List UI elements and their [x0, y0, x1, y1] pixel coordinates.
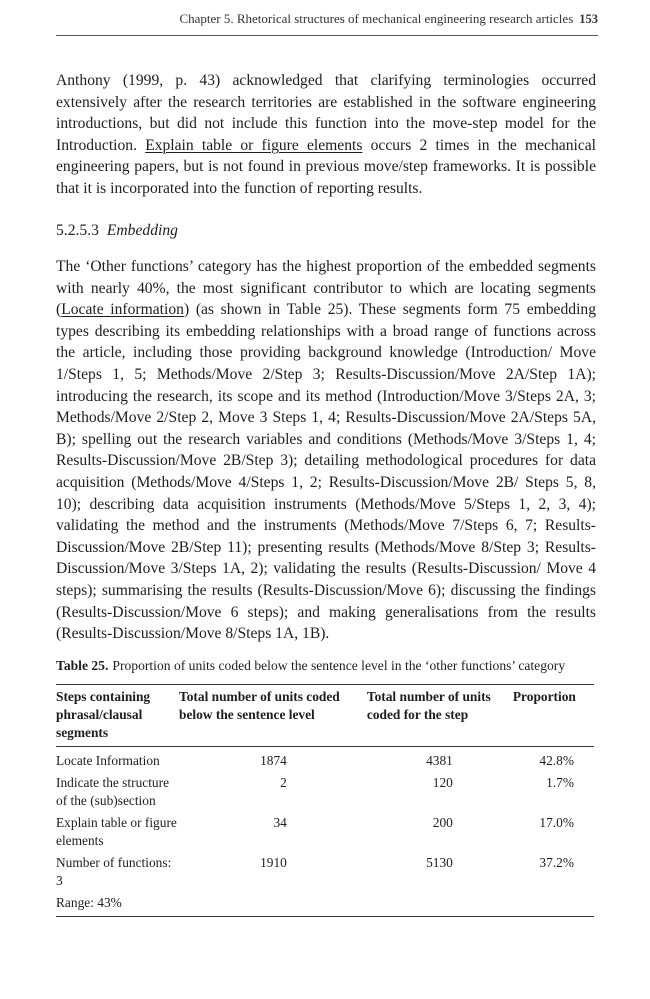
- paragraph-2-text-b: ) (as shown in Table 25). These segments form 75 embedding types describing its embedding relationships with a broad range of functions across the article, including those providing background knowledge (Introduction/ Move 1/Steps 1, 5; Methods/Move 2/Step 3; Results-Discussion/Move 2A/Step 1A); introducing the research, its scope and its method (Introduction/Move 3/Steps 2A, 3; Methods/Move 2/Step 2, Move 3 Steps 1, 4; Results-Discussion/Move 2A/Steps 5A, B); spelling out the research variables and conditions (Methods/Move 3/Steps 1, 4; Results-Discussion/Move 2B/Step 3); detailing methodological procedures for data acquisition (Methods/Move 4/Steps 1, 2; Results-Discussion/Move 2B/ Steps 5, 8, 10); describing data acquisition instruments (Methods/Move 5/Steps 1, 2, 3, 4); validating the method and the instruments (Methods/Move 7/Steps 6, 7; Results-Discussion/Move 2B/Step 11); presenting results (Methods/Move 8/Step 3; Results-Discussion/Move 3/Steps 1A, 2); validating the results (Results-Discussion/ Move 4 steps); summarising the results (Results-Discussion/Move 6); discussing the findings (Results-Discussion/Move 6 steps); and making generalisations from the results (Results-Discussion/Move 8/Steps 1A, 1B).: [56, 301, 596, 643]
- page-number: 153: [579, 12, 598, 26]
- cell-units-step: 5130: [426, 855, 453, 870]
- paragraph-2-underlined-term: Locate information: [61, 301, 184, 319]
- table-row: [56, 774, 594, 814]
- cell-proportion: 17.0%: [539, 815, 574, 830]
- table-caption-text: Proportion of units coded below the sentence level in the ‘other functions’ category: [112, 658, 566, 673]
- cell-units-below: 1910: [260, 855, 287, 870]
- running-header: [56, 11, 598, 27]
- cell-step: Number of functions: 3: [56, 855, 172, 888]
- cell-proportion: 42.8%: [539, 753, 574, 768]
- cell-units-below: 2: [280, 775, 287, 790]
- cell-proportion: 1.7%: [546, 775, 574, 790]
- header-rule: [56, 35, 598, 36]
- empty-cell: [367, 894, 513, 917]
- table-row: [56, 814, 594, 854]
- table-header-row: [56, 685, 594, 747]
- table-caption: [56, 658, 601, 674]
- cell-proportion: 37.2%: [539, 855, 574, 870]
- cell-units-step: 120: [432, 775, 453, 790]
- empty-cell: [513, 894, 594, 917]
- running-title: Chapter 5. Rhetorical structures of mechanical engineering research articles: [179, 11, 574, 26]
- paragraph-1: [56, 70, 596, 200]
- table-label: Table 25.: [56, 658, 109, 673]
- cell-units-step: 4381: [426, 753, 453, 768]
- table-row: [56, 747, 594, 775]
- column-header-units-for-step: Total number of units coded for the step: [366, 689, 491, 722]
- paragraph-2-text-a: The ‘Other functions’ category has the highest proportion of the embedded segments with nearly 40%, the most significant contributor to which are locating segments (: [56, 258, 596, 319]
- section-title: Embedding: [106, 222, 178, 239]
- cell-units-below: 34: [273, 815, 287, 830]
- table-footer-row: [56, 894, 594, 917]
- cell-step: Indicate the structure of the (sub)section: [56, 775, 170, 808]
- cell-units-step: 200: [432, 815, 453, 830]
- section-heading: [56, 222, 178, 240]
- empty-cell: [179, 894, 367, 917]
- cell-step: Explain table or figure elements: [56, 815, 177, 848]
- cell-units-below: 1874: [260, 753, 287, 768]
- column-header-steps: Steps containing phrasal/clausal segments: [56, 689, 151, 740]
- paragraph-2: [56, 256, 596, 645]
- cell-range: Range: 43%: [56, 895, 122, 910]
- column-header-units-below-sentence: Total number of units coded below the sentence level: [179, 689, 340, 722]
- column-header-proportion: Proportion: [512, 689, 576, 704]
- cell-step: Locate Information: [56, 753, 160, 768]
- paragraph-1-text-b: occurs 2 times in the mechanical engineering papers, but is not found in previous move/step frameworks. It is possible that it is incorporated into the function of reporting results.: [56, 136, 597, 197]
- section-number: 5.2.5.3: [56, 222, 99, 239]
- data-table: [56, 684, 594, 917]
- paragraph-1-underlined-term: Explain table or figure elements: [145, 136, 363, 154]
- table-row: [56, 854, 594, 894]
- table-25: [56, 684, 594, 917]
- paragraph-1-text-a: Anthony (1999, p. 43) acknowledged that clarifying terminologies occurred extensively after the research territories are established in the software engineering introductions, but did not include this function into the move-step model for the Introduction.: [56, 72, 596, 154]
